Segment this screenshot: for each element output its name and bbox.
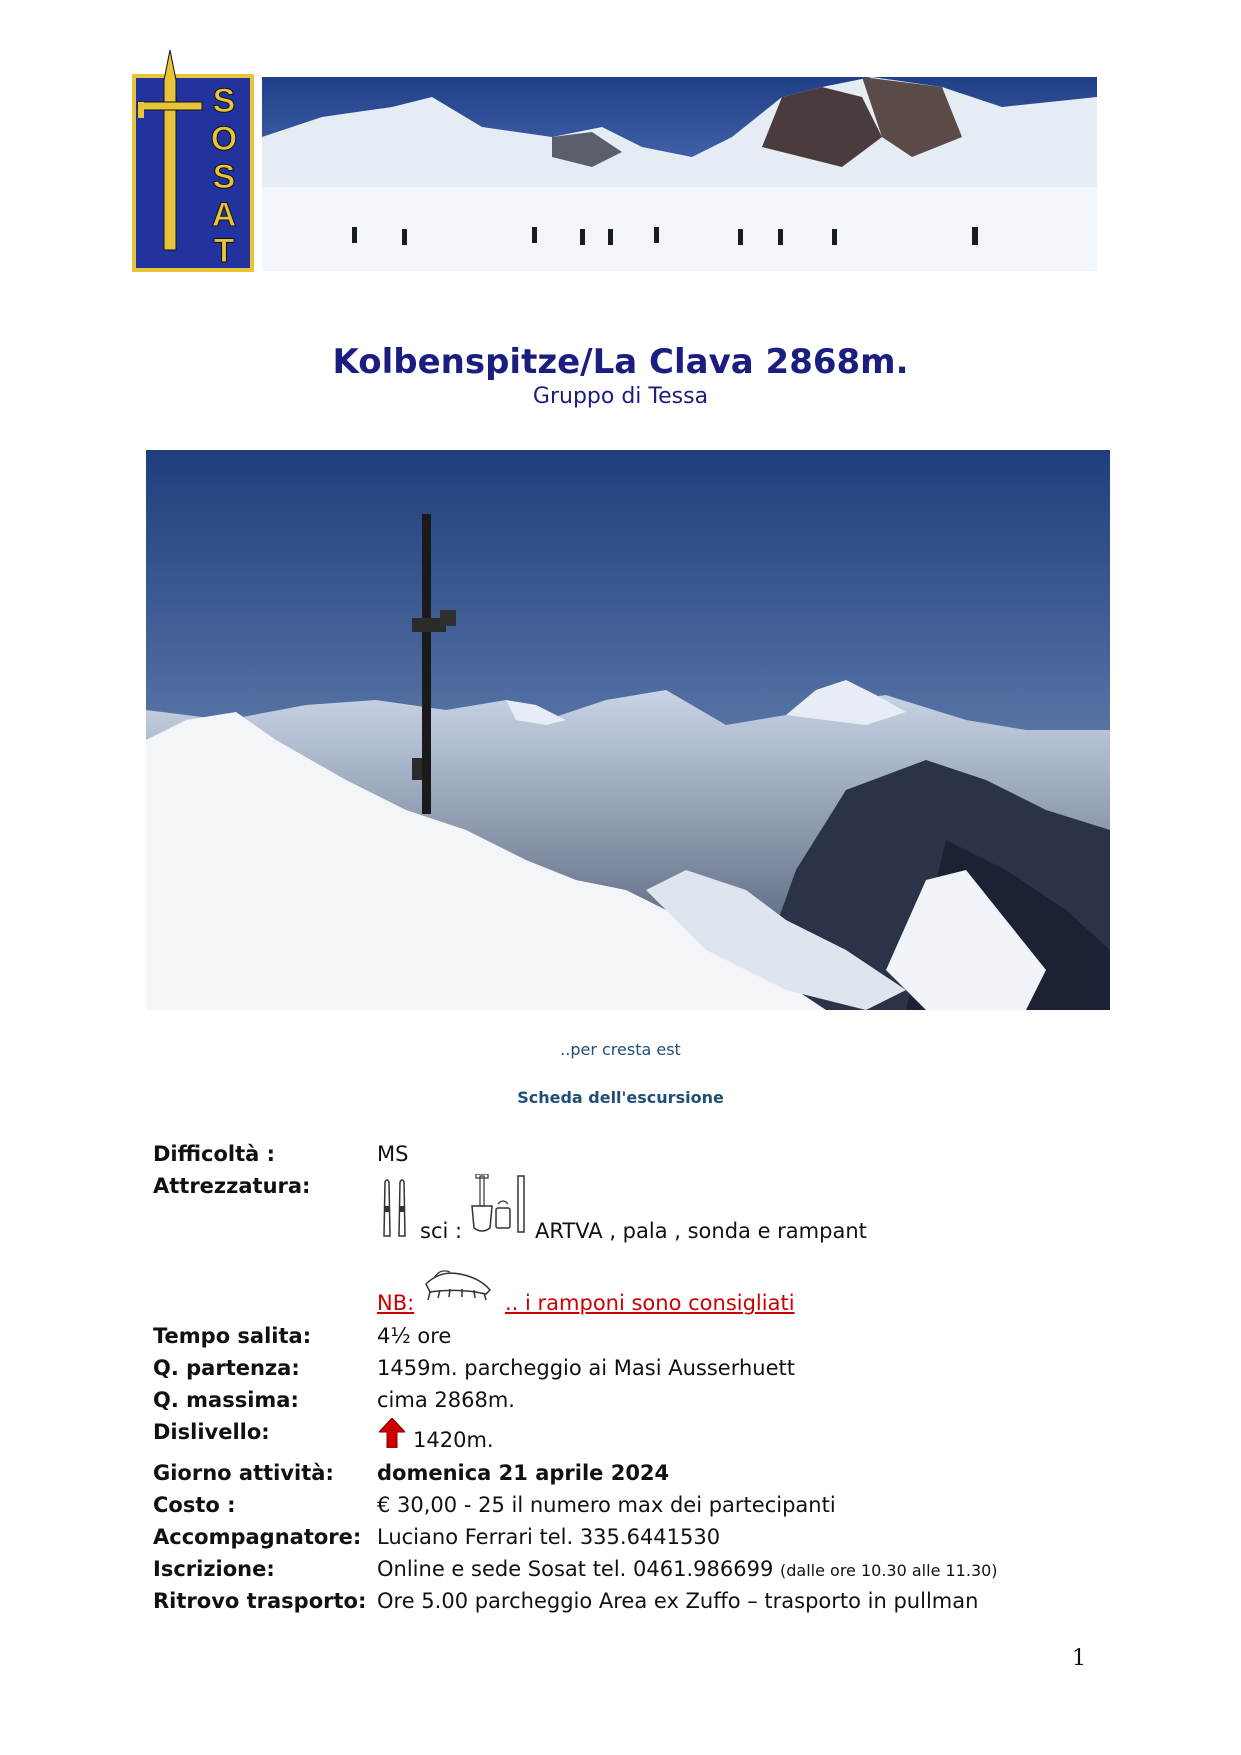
iscrizione-text: Online e sede Sosat tel. 0461.986699 — [377, 1557, 774, 1581]
iscrizione-orari: (dalle ore 10.30 alle 11.30) — [780, 1561, 998, 1580]
crampon-icon — [420, 1264, 496, 1304]
attrezzatura-label: Attrezzatura: — [153, 1174, 311, 1198]
dislivello-label: Dislivello: — [153, 1420, 270, 1444]
massima-label: Q. massima: — [153, 1388, 299, 1412]
massima-value: cima 2868m. — [377, 1388, 515, 1412]
artva-shovel-probe-icon — [470, 1174, 530, 1236]
svg-text:A: A — [211, 196, 237, 234]
accompagnatore-label: Accompagnatore: — [153, 1525, 362, 1549]
sosat-logo — [132, 50, 254, 272]
tempo-label: Tempo salita: — [153, 1324, 312, 1348]
difficolta-value: MS — [377, 1142, 409, 1166]
tempo-value: 4½ ore — [377, 1324, 452, 1348]
svg-text:S: S — [212, 82, 236, 120]
ritrovo-label: Ritrovo trasporto: — [153, 1589, 367, 1613]
svg-text:O: O — [210, 120, 238, 158]
svg-text:T: T — [213, 232, 235, 270]
costo-value: € 30,00 - 25 il numero max dei partecipanti — [377, 1493, 836, 1517]
section-title: Scheda dell'escursione — [517, 1088, 724, 1107]
giorno-value: domenica 21 aprile 2024 — [377, 1461, 670, 1485]
up-arrow-icon — [379, 1418, 405, 1448]
nb-text: .. i ramponi sono consigliati — [505, 1291, 795, 1315]
nb-label: NB: — [377, 1291, 415, 1315]
accompagnatore-value: Luciano Ferrari tel. 335.6441530 — [377, 1525, 721, 1549]
attrezzatura-items: ARTVA , pala , sonda e rampant — [535, 1219, 867, 1243]
svg-text:S: S — [212, 158, 236, 196]
partenza-value: 1459m. parcheggio ai Masi Ausserhuett — [377, 1356, 795, 1380]
difficolta-label: Difficoltà : — [153, 1142, 276, 1166]
photo-caption: ..per cresta est — [560, 1040, 681, 1059]
attrezzatura-sci: sci : — [420, 1219, 463, 1243]
summit-photo — [146, 450, 1110, 1010]
iscrizione-label: Iscrizione: — [153, 1557, 275, 1581]
costo-label: Costo : — [153, 1493, 236, 1517]
page-title: Kolbenspitze/La Clava 2868m. — [332, 342, 909, 382]
dislivello-value: 1420m. — [413, 1428, 494, 1452]
ski-icon — [380, 1178, 410, 1240]
banner-photo — [262, 77, 1097, 271]
page-subtitle: Gruppo di Tessa — [532, 384, 709, 409]
iscrizione-value — [377, 1557, 998, 1581]
partenza-label: Q. partenza: — [153, 1356, 300, 1380]
page-number: 1 — [1072, 1646, 1086, 1671]
ritrovo-value: Ore 5.00 parcheggio Area ex Zuffo – trasporto in pullman — [377, 1589, 979, 1613]
giorno-label: Giorno attività: — [153, 1461, 334, 1485]
